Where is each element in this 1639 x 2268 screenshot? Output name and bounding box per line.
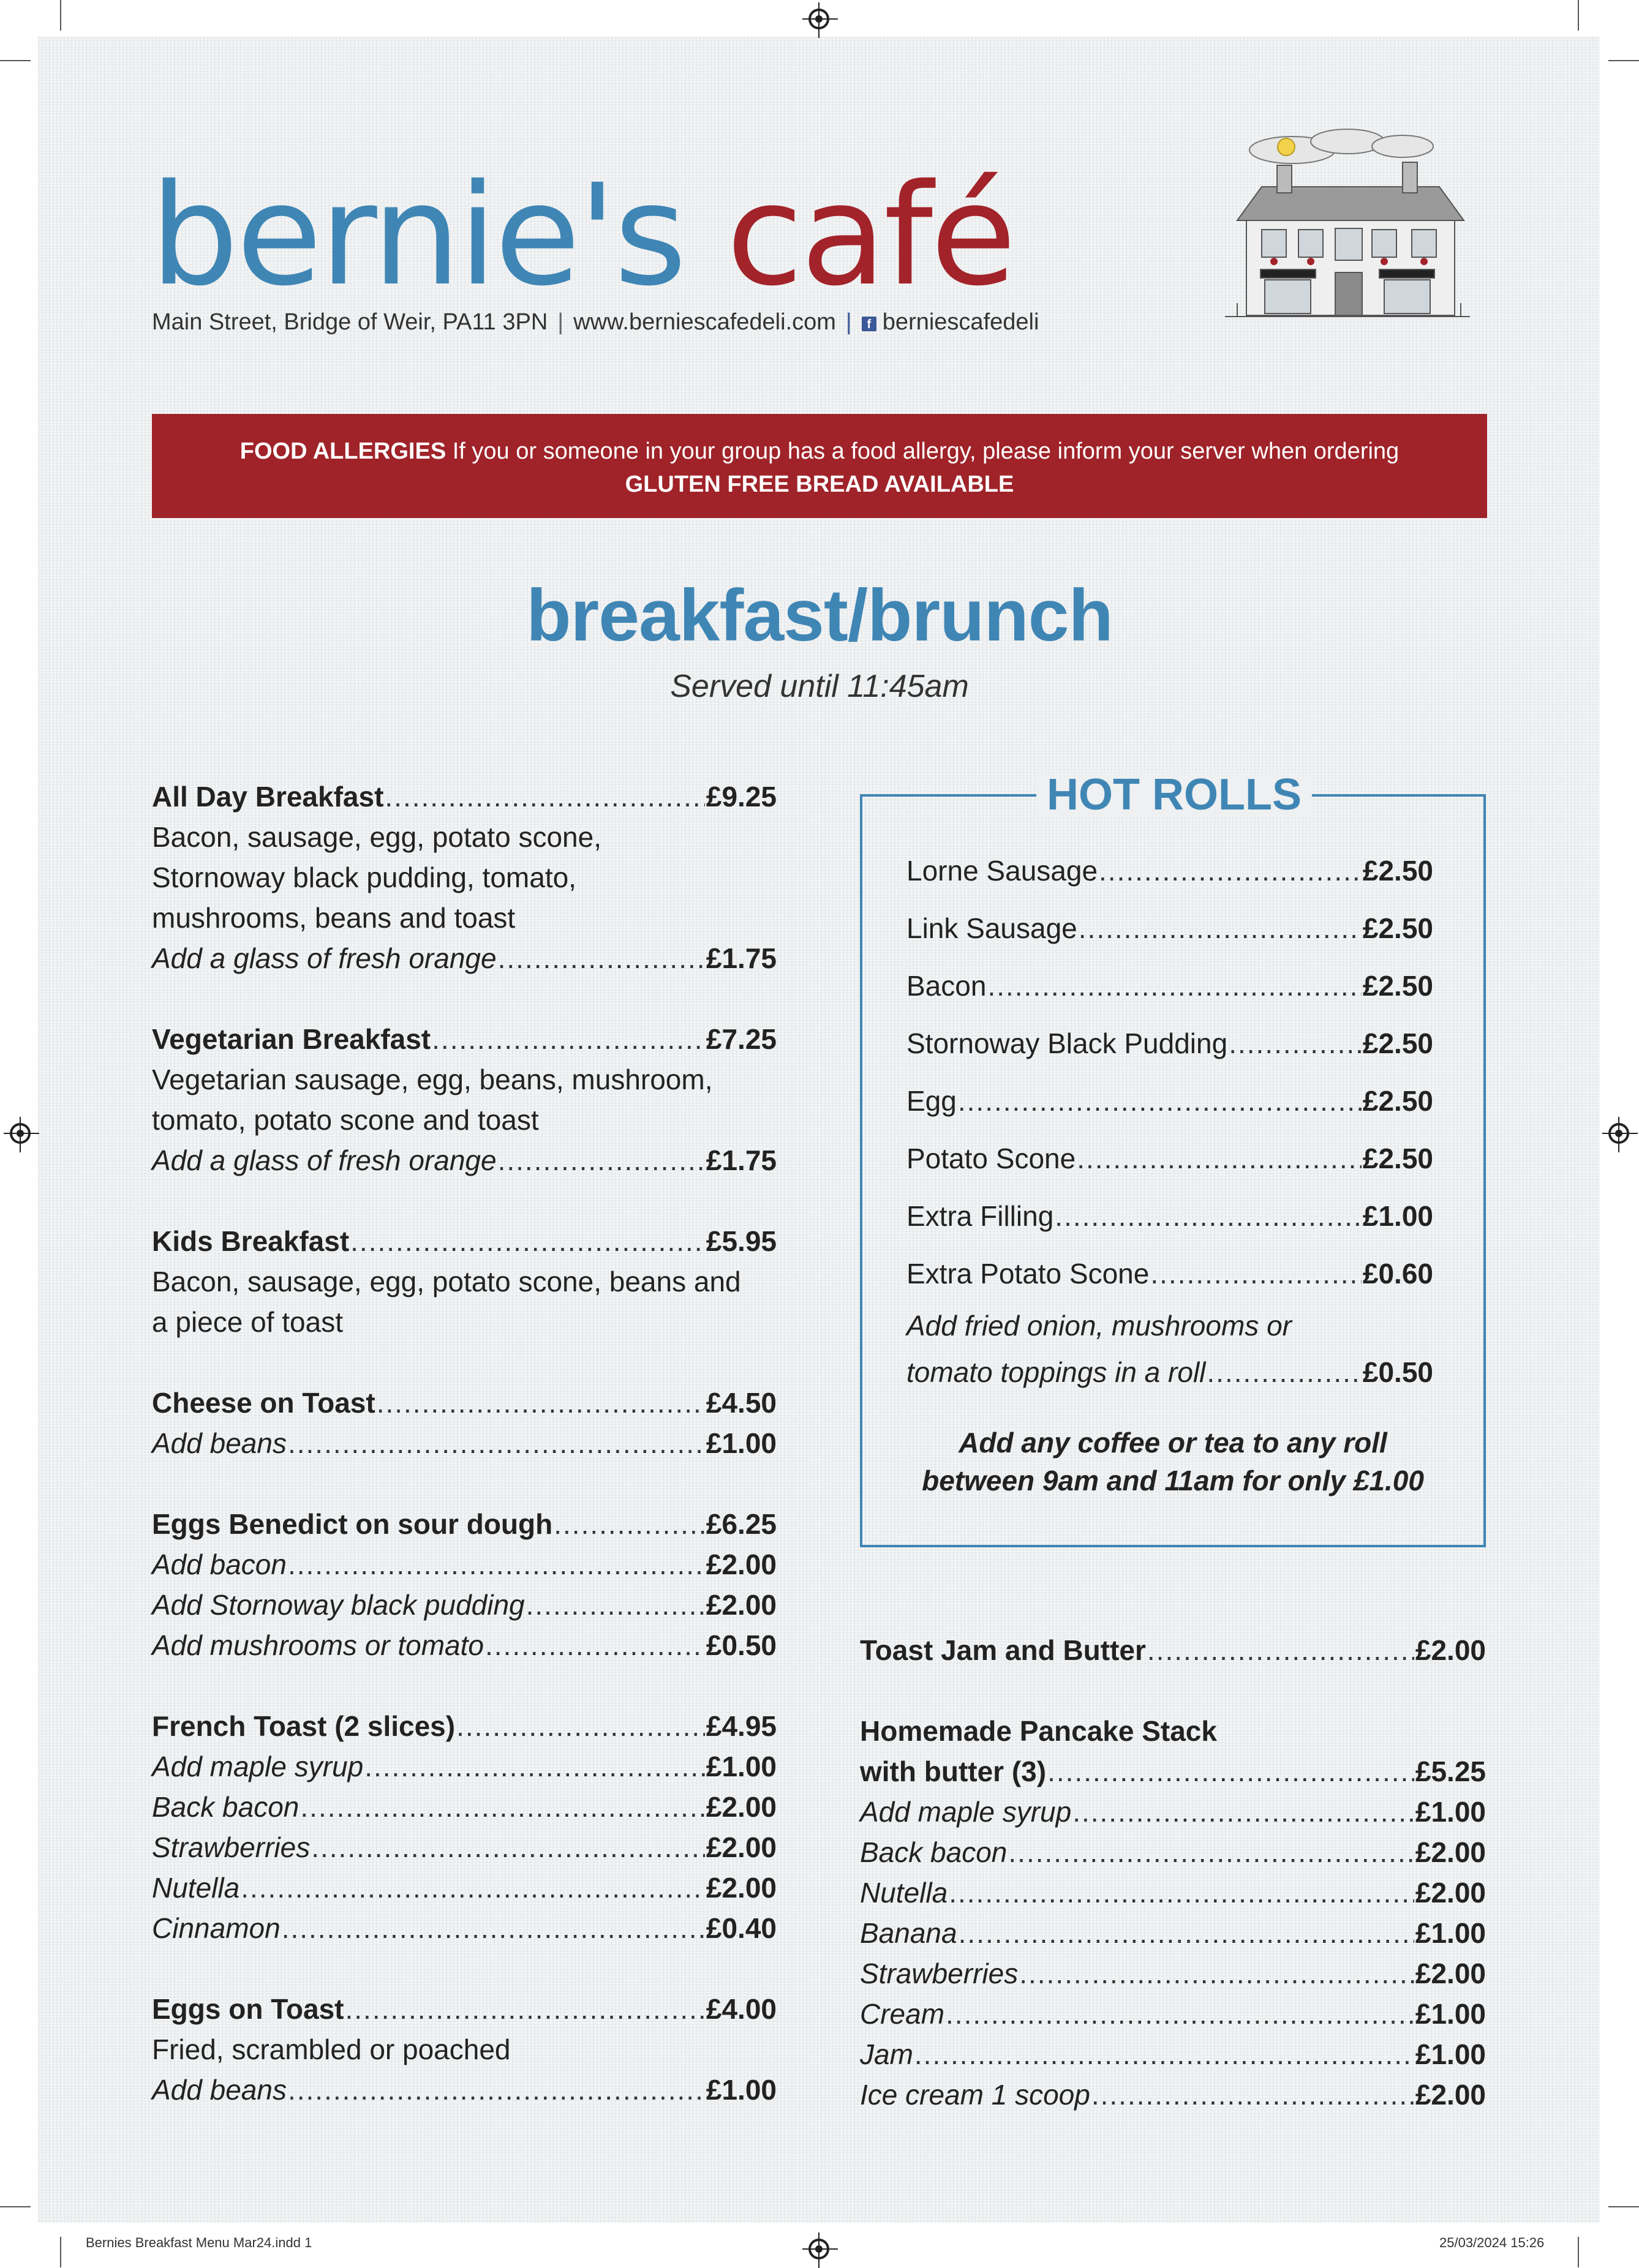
- left-menu-column: [152, 776, 777, 2150]
- menu-addon: Back bacon ..... £2.00: [860, 1832, 1486, 1872]
- menu-item: All Day Breakfast ..... £9.25: [152, 776, 777, 817]
- crop-mark: [0, 2206, 31, 2207]
- crop-mark: [1608, 60, 1639, 61]
- menu-item-description: Stornoway black pudding, tomato,: [152, 862, 576, 893]
- hot-roll-topping: Add fried onion, mushrooms or: [906, 1310, 1292, 1342]
- menu-addon: Add Stornoway black pudding ..... £2.00: [152, 1585, 777, 1625]
- hot-roll-item: Bacon ..... £2.50: [906, 957, 1433, 1015]
- hot-roll-item: Link Sausage ..... £2.50: [906, 899, 1433, 957]
- menu-item-group: [860, 1630, 1486, 1670]
- menu-item-description: tomato, potato scone and toast: [152, 1104, 539, 1136]
- allergy-label: FOOD ALLERGIES: [239, 438, 446, 464]
- menu-addon: Add mushrooms or tomato ..... £0.50: [152, 1625, 777, 1665]
- cafe-logo: [150, 154, 1014, 317]
- crop-mark: [1578, 0, 1579, 31]
- menu-addon: Add bacon ..... £2.00: [152, 1544, 777, 1585]
- registration-mark-icon: [10, 1123, 31, 1144]
- menu-item: Cheese on Toast ..... £4.50: [152, 1383, 777, 1423]
- menu-item-description: Fried, scrambled or poached: [152, 2033, 511, 2065]
- menu-addon: Nutella ..... £2.00: [152, 1868, 777, 1908]
- address: Main Street, Bridge of Weir, PA11 3PN: [152, 309, 548, 335]
- menu-item-description: Vegetarian sausage, egg, beans, mushroom,: [152, 1064, 713, 1095]
- coffee-offer-note: Add any coffee or tea to any roll between 9am and 11am for only £1.00: [922, 1427, 1424, 1496]
- crop-mark: [0, 60, 31, 61]
- registration-mark-icon: [808, 2239, 829, 2259]
- menu-item-group: [860, 1711, 1486, 2115]
- menu-addon: Add beans ..... £1.00: [152, 1423, 777, 1463]
- logo-bernies: bernie's: [150, 154, 685, 317]
- hot-roll-item: Stornoway Black Pudding ..... £2.50: [906, 1015, 1433, 1072]
- print-date-slug: 25/03/2024 15:26: [1439, 2235, 1545, 2250]
- hot-roll-topping: tomato toppings in a roll ..... £0.50: [906, 1349, 1433, 1395]
- hot-roll-item: Lorne Sausage ..... £2.50: [906, 842, 1433, 899]
- hot-roll-item: Extra Potato Scone ..... £0.60: [906, 1245, 1433, 1302]
- menu-addon: Nutella ..... £2.00: [860, 1872, 1486, 1913]
- menu-addon: Add maple syrup ..... £1.00: [152, 1746, 777, 1787]
- menu-addon: Add a glass of fresh orange ..... £1.75: [152, 938, 777, 978]
- allergy-line: [152, 435, 1487, 468]
- menu-item: Homemade Pancake Stack: [860, 1715, 1217, 1747]
- menu-addon: Add beans ..... £1.00: [152, 2070, 777, 2110]
- menu-item-group: [152, 1504, 777, 1665]
- menu-item: Kids Breakfast ..... £5.95: [152, 1221, 777, 1261]
- hot-roll-item: Potato Scone ..... £2.50: [906, 1130, 1433, 1187]
- crop-mark: [1608, 2206, 1639, 2207]
- facebook-handle[interactable]: berniescafedeli: [882, 309, 1039, 335]
- logo-cafe: café: [726, 154, 1014, 317]
- right-menu-column: [860, 1630, 1486, 2155]
- menu-item-group: [152, 1221, 777, 1342]
- hot-roll-item: Egg ..... £2.50: [906, 1072, 1433, 1130]
- crop-mark: [1578, 2237, 1579, 2267]
- allergy-text: If you or someone in your group has a food allergy, please inform your server when ordering: [452, 438, 1400, 464]
- menu-addon: Add a glass of fresh orange ..... £1.75: [152, 1140, 777, 1181]
- gluten-free-notice: GLUTEN FREE BREAD AVAILABLE: [625, 471, 1014, 497]
- allergy-banner: [152, 414, 1487, 518]
- cafe-building-illustration: [1219, 119, 1476, 334]
- facebook-icon: f: [862, 317, 876, 331]
- menu-addon: Ice cream 1 scoop ..... £2.00: [860, 2075, 1486, 2115]
- menu-addon: Strawberries ..... £2.00: [152, 1827, 777, 1868]
- menu-item: Eggs Benedict on sour dough ..... £6.25: [152, 1504, 777, 1544]
- menu-addon: Cinnamon ..... £0.40: [152, 1908, 777, 1948]
- hot-rolls-list: [906, 842, 1433, 1395]
- menu-item: Eggs on Toast ..... £4.00: [152, 1989, 777, 2029]
- menu-addon: Add maple syrup ..... £1.00: [860, 1792, 1486, 1832]
- hot-rolls-title: HOT ROLLS: [1036, 773, 1312, 817]
- menu-item-description: Bacon, sausage, egg, potato scone,: [152, 821, 601, 853]
- crop-mark: [60, 2237, 61, 2267]
- registration-mark-icon: [1608, 1123, 1629, 1144]
- section-title: breakfast/brunch: [526, 574, 1113, 656]
- website-link[interactable]: www.berniescafedeli.com: [573, 309, 836, 335]
- menu-addon: Back bacon ..... £2.00: [152, 1787, 777, 1827]
- registration-mark-icon: [808, 9, 829, 29]
- menu-item-group: [152, 1019, 777, 1181]
- menu-item-group: [152, 1706, 777, 1948]
- menu-addon: Banana ..... £1.00: [860, 1913, 1486, 1953]
- menu-item-group: [152, 776, 777, 978]
- menu-item-description: Bacon, sausage, egg, potato scone, beans and: [152, 1266, 741, 1297]
- menu-item: Vegetarian Breakfast ..... £7.25: [152, 1019, 777, 1059]
- menu-item-group: [152, 1383, 777, 1463]
- menu-item-group: [152, 1989, 777, 2110]
- menu-item: French Toast (2 slices) ..... £4.95: [152, 1706, 777, 1746]
- menu-item: with butter (3) ..... £5.25: [860, 1751, 1486, 1792]
- menu-addon: Jam ..... £1.00: [860, 2034, 1486, 2075]
- menu-addon: Strawberries ..... £2.00: [860, 1953, 1486, 1994]
- section-subtitle: Served until 11:45am: [670, 669, 969, 704]
- menu-item-description: mushrooms, beans and toast: [152, 902, 516, 934]
- contact-line: Main Street, Bridge of Weir, PA11 3PN | www.berniescafedeli.com | f berniescafedeli: [152, 309, 1039, 335]
- menu-addon: Cream ..... £1.00: [860, 1994, 1486, 2034]
- hot-roll-item: Extra Filling ..... £1.00: [906, 1187, 1433, 1245]
- menu-item: Toast Jam and Butter ..... £2.00: [860, 1630, 1486, 1670]
- print-file-slug: Bernies Breakfast Menu Mar24.indd 1: [86, 2235, 312, 2250]
- crop-mark: [60, 0, 61, 31]
- menu-item-description: a piece of toast: [152, 1306, 343, 1338]
